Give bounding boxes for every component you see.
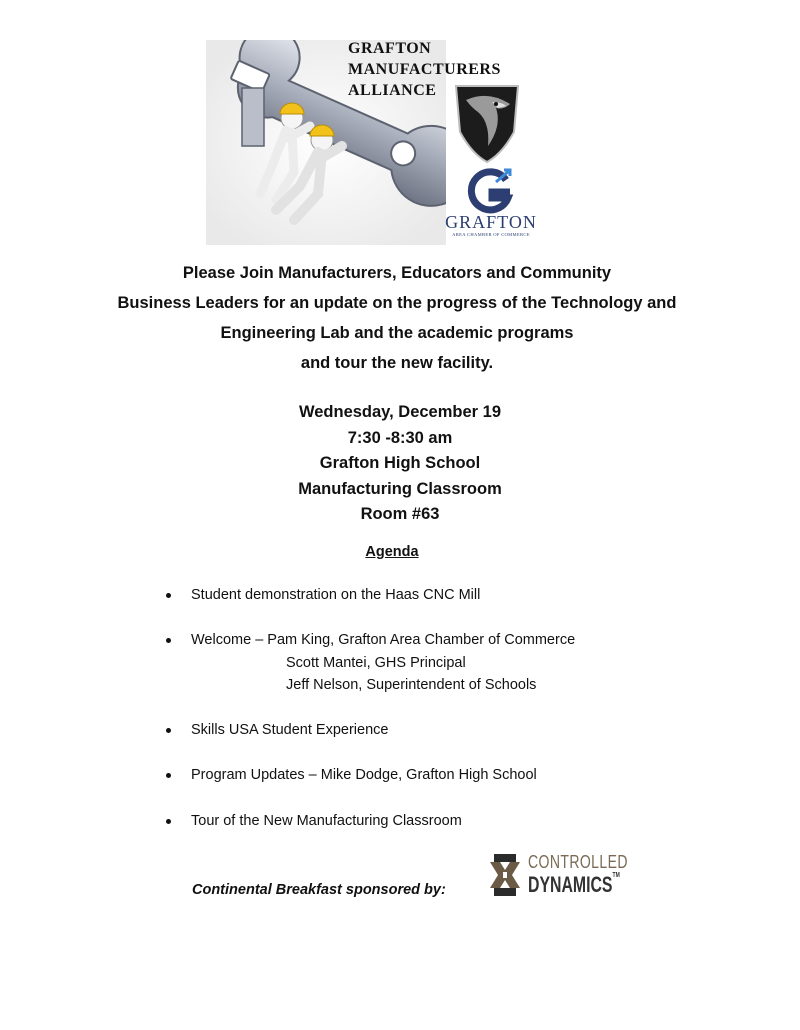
agenda-item-text: Welcome – Pam King, Grafton Area Chamber of Commerce <box>191 632 576 648</box>
sponsor-logo-line2 <box>528 872 620 898</box>
invitation-text <box>40 258 754 378</box>
invitation-line: Please Join Manufacturers, Educators and Community <box>182 264 612 282</box>
agenda-item-text: Skills USA Student Experience <box>191 722 389 738</box>
bullet-icon <box>166 819 171 824</box>
controlled-dynamics-logo-icon <box>486 852 524 898</box>
trademark-mark: TM <box>612 872 620 879</box>
event-venue: Grafton High School <box>319 454 481 472</box>
hawk-shield-icon <box>452 82 522 164</box>
bullet-icon <box>166 593 171 598</box>
agenda-item-text: Student demonstration on the Haas CNC Mill <box>191 587 481 603</box>
event-room-name: Manufacturing Classroom <box>298 479 502 498</box>
sponsor-label: Continental Breakfast sponsored by: <box>192 882 446 898</box>
bullet-icon <box>166 728 171 733</box>
chamber-g-icon <box>466 168 514 214</box>
invitation-line: Engineering Lab and the academic programs <box>220 324 574 342</box>
event-room-number: Room #63 <box>360 505 440 523</box>
chamber-subtitle: AREA CHAMBER OF COMMERCE <box>452 232 530 237</box>
invitation-line: Business Leaders for an update on the progress of the Technology and <box>117 294 677 312</box>
agenda-sub-line: Jeff Nelson, Superintendent of Schools <box>286 677 537 693</box>
event-time: 7:30 -8:30 am <box>347 428 453 447</box>
bullet-icon <box>166 773 171 778</box>
chamber-name: GRAFTON <box>445 212 537 232</box>
invitation-line: and tour the new facility. <box>300 354 494 372</box>
sponsor-logo-line1: CONTROLLED <box>528 852 628 872</box>
bullet-icon <box>166 638 171 643</box>
agenda-heading: Agenda <box>365 544 419 560</box>
alliance-title-line: MANUFACTURERS <box>348 61 501 78</box>
sponsor-logo-word: DYNAMICS <box>528 872 613 897</box>
alliance-title-line: GRAFTON <box>348 40 432 57</box>
event-date: Wednesday, December 19 <box>298 403 502 421</box>
event-details <box>150 400 650 528</box>
agenda-item-text: Tour of the New Manufacturing Classroom <box>191 813 462 829</box>
alliance-title-line: ALLIANCE <box>348 82 437 99</box>
agenda-sub-line: Scott Mantei, GHS Principal <box>286 655 466 671</box>
agenda-item-text: Program Updates – Mike Dodge, Grafton High School <box>191 767 537 783</box>
